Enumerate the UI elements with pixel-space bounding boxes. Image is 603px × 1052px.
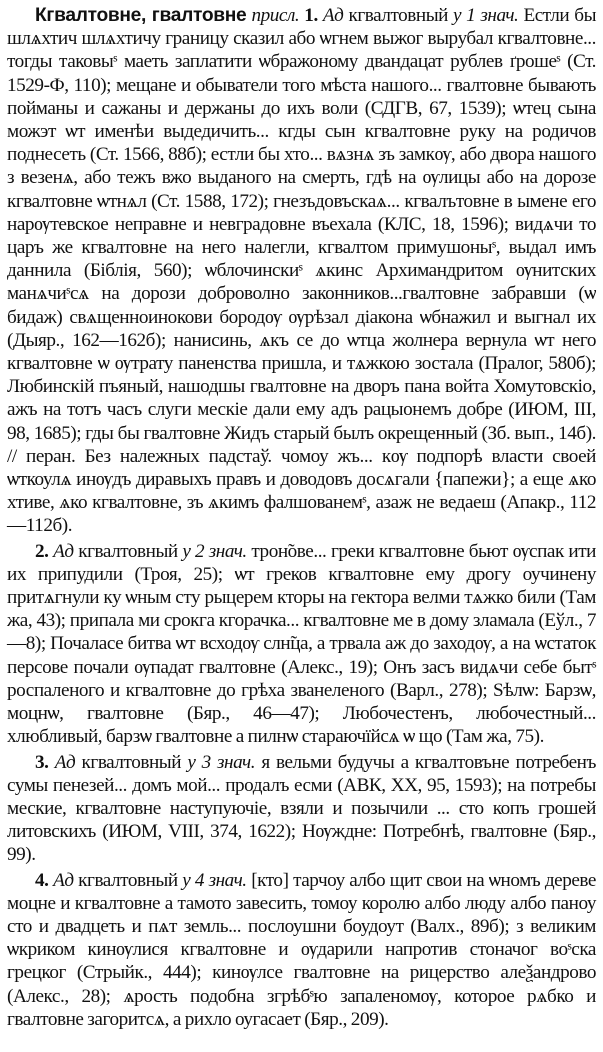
sense-reference-sense: у 2 знач. xyxy=(182,540,247,562)
dictionary-sense xyxy=(7,540,596,749)
sense-reference-sense: у 3 знач. xyxy=(187,751,256,773)
sense-number: 3. xyxy=(35,751,49,773)
sense-number: 2. xyxy=(35,540,49,562)
sense-text: трон̃ове... греки кгвалтовне бьют ѹспак ити их припудили (Троя, 25); ѡт греков кгвалтовне ему дрогу оучинену притѧгнули ку ѡным сту рыцерем кторы на гектора велми тѧжко били (Там жа, 43); припала ми срокга кгорачка... кгвалтовне ме в дому зламала (Еўл., 7—8); Почаласе битва ѡт всходѹ слн̃ца, а трвала аж до заходѹ, а на ѡстаток персове почали ѹпадат гвалтовне (Алекс., 19); Онъ засъ видѧчи себе бытˢ роспаленого и кгвалтовне до грѣха званеленого (Варл., 278); Sѣлѡ: Барзѡ, моцнѡ, гвалтовне (Бяр., 46—47); Любочестенъ, любочестный... хлюбливый, барзѡ гвалтовне а пилнѡ стараючїйсѧ ѡ що (Там жа, 75). xyxy=(7,540,596,748)
sense-reference-sense: у 4 знач. xyxy=(182,869,247,891)
sense-reference-sense: у 1 знач. xyxy=(453,5,519,26)
sense-reference-word: кгвалтовный xyxy=(78,869,178,891)
sense-reference: Ад xyxy=(322,5,344,26)
sense-number: 4. xyxy=(35,869,49,891)
sense-reference: Ад xyxy=(53,869,74,891)
dictionary-entry xyxy=(7,4,596,538)
sense-reference-word: кгвалтовный xyxy=(78,540,178,562)
sense-reference-word: кгвалтовный xyxy=(348,5,448,26)
dictionary-sense xyxy=(7,751,596,867)
sense-text: я вельми будучы а кгвалтовъне потребенъ сумы пенезей... домъ мой... продалъ есми (АВК, XX, 95, 1593); на потребы меские, кгвалтовне наступуючіе, взяли и позычили ... сто копъ грошей литовскихъ (ИЮМ, VIII, 374, 1622); Нѹждне: Потребнѣ, гвалтовне (Бяр., 99). xyxy=(7,751,596,866)
sense-reference: Ад xyxy=(54,751,76,773)
dictionary-sense xyxy=(7,869,596,1031)
sense-reference: Ад xyxy=(53,540,74,562)
sense-number: 1. xyxy=(304,5,318,26)
entry-headword: Кгвалтовне, гвалтовне xyxy=(35,5,247,26)
sense-text: [кто] тарчоу албо щит свои на ѡномъ дереве моцне и кгвалтовне а тамото завесить, томоу королю албо люду албо паноу сто и двадцеть и пѧт земль... послоушни боудоут (Валх., 89б); з великим ѡкриком кинѹлися кгвалтовне и ѹдарили напротив стоначог воˢска грецког (Стрыйк., 444); кинѹлсе гвалтовне на рицерство алеѯандрово (Алекс., 28); ѧрость подобна згрѣбˢю запаленомѹ, которое рѧбко и гвалтовне загоритсѧ, а рихло оугасает (Бяр., 209). xyxy=(7,869,596,1030)
sense-reference-word: кгвалтовный xyxy=(81,751,182,773)
part-of-speech: присл. xyxy=(251,5,300,26)
sense-text: Естли бы шлѧхтич шлѧхтичу границу сказил або ѡгнем выжог вырубал кгвалтовне... тогды таковыˢ маеть заплатити ѡбражоному двандацат рублев ґрошеˢ (Ст. 1529-Ф, 110); мещане и обыватели того мѣста нашого... гвалтовне бывають пойманы и сажаны и держаны до ихъ воли (СДГВ, 67, 1539); ѡтец сына можэт ѡт именѣи выдедичить... кгды сын кгвалтовне руку на родичов поднесеть (Ст. 1566, 88б); естли бы хто... вѧзнѧ зъ замкѹ, або двора нашого з везенѧ, або тежъ вжо выданого на смерть, гдѣ на ѹлицы або на дорозе кгвалтовне ѡтнѧл (Ст. 1588, 172); гнезъдовъскаѧ... кгвалътовне в ымене его нарѹтевское неправне и невградовне въехала (КЛС, 18, 1596); видѧчи то царъ же кгвалтовне на него налегли, кгвалтом примушоныˢ, выдал имъ даннила (Біблія, 560); ѡблочинскиˢ ѧкинс Архимандритом ѹнитских манѧчиˢсѧ на дорози доброволно законников...гвалтовне забравши (ѡ бидаж) свѧщенноинокови бородѹ ѹрѣзал діакона ѡбнажил и выгнал их (Дыяр., 162—162б); нанисинь, ѧкъ се до ѡтца жолнера вернула ѡт него кгвалтовне ѡ ѹтрату паненства пришла, и тѧжкою зостала (Пралог, 580б); Любинскій пъяный, нашодшы гвалтовне на дворъ пана войта Хомутовскіо, ажъ на тотъ часъ слуги мескіе дали ему адъ рацыонемъ добре (ИЮМ, III, 98, 1685); гды бы гвалтовне Жидъ старый былъ окрещенный (Зб. вып., 14б). // перан. Без належных падстаў. чомоу жъ... кѹ подпорѣ власти своей ѡткоулѧ инѹдъ диравыхъ правъ и доводовъ досѧгали {папежи}; а еще ѧко хтиве, ѧко кгвалтовне, зъ ѧкимъ фалшованемˢ, азаж не ведаеш (Апакр., 112—112б). xyxy=(7,5,597,537)
